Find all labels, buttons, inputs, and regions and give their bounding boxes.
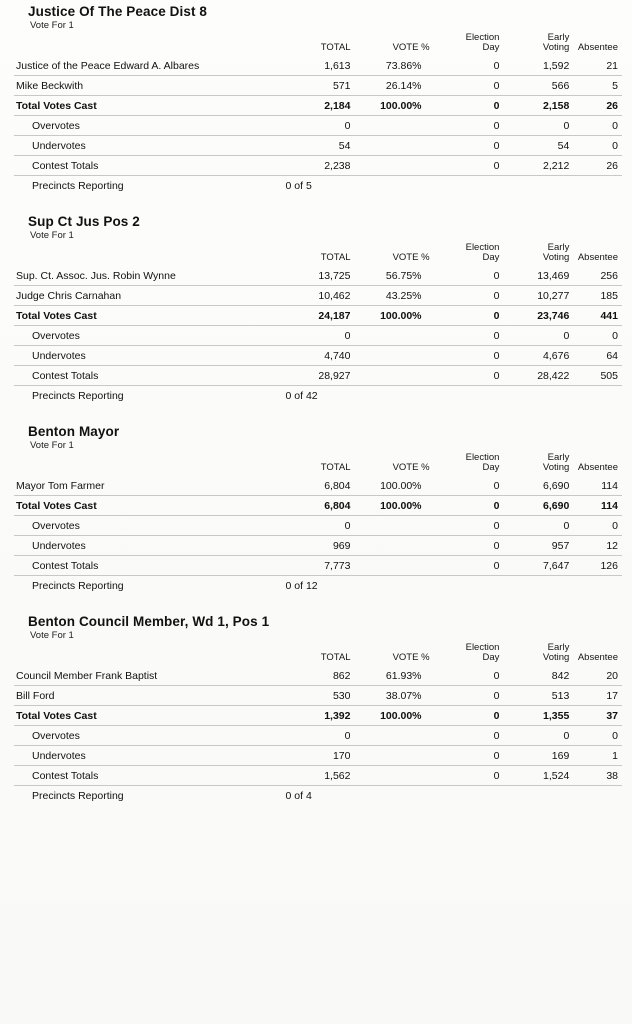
contest-spacer [14,605,622,614]
row-election-day: 0 [434,745,504,765]
row-election-day: 0 [434,705,504,725]
table-row [14,785,622,805]
contest-block [14,214,622,405]
precincts-reporting-value: 0 of 5 [285,179,312,192]
row-early-voting: 28,422 [503,365,573,385]
row-early-voting: 4,676 [503,345,573,365]
row-vote-pct: 73.86% [354,56,433,76]
results-table [14,453,622,595]
row-election-day: 0 [434,765,504,785]
row-vote-pct [354,345,433,365]
column-header-election-day [434,33,504,56]
row-early-voting: 54 [503,135,573,155]
column-header-early-voting [503,33,573,56]
row-vote-pct: 100.00% [354,305,433,325]
row-early-voting: 566 [503,75,573,95]
table-row [14,135,622,155]
row-label: Contest Totals [14,155,282,175]
row-vote-pct [354,765,433,785]
row-total: 24,187 [282,305,355,325]
row-early-voting: 842 [503,666,573,686]
column-header-early-voting [503,243,573,266]
row-absentee: 64 [573,345,622,365]
row-early-voting: 0 [503,725,573,745]
row-early-voting: 6,690 [503,495,573,515]
column-header-choice [14,243,282,266]
row-vote-pct [354,725,433,745]
precincts-reporting-value: 0 of 42 [285,389,318,402]
table-row [14,365,622,385]
contest-title: Sup Ct Jus Pos 2 [28,213,140,229]
row-label: Contest Totals [14,365,282,385]
column-header-absentee [573,33,622,56]
row-total: 1,613 [282,56,355,76]
column-header-early-voting-line1: Early [547,641,570,653]
column-header-early-voting-line1: Early [547,451,570,463]
row-absentee: 37 [573,705,622,725]
row-total: 6,804 [282,476,355,496]
row-total: 0 [282,725,355,745]
table-row [14,745,622,765]
row-vote-pct: 26.14% [354,75,433,95]
row-election-day: 0 [434,555,504,575]
row-early-voting: 7,647 [503,555,573,575]
row-label: Undervotes [14,535,282,555]
column-header-vote-pct-line1: VOTE % [392,251,430,263]
row-vote-pct [354,535,433,555]
row-election-day: 0 [434,266,504,286]
row-total: 2,184 [282,95,355,115]
table-row [14,266,622,286]
row-election-day: 0 [434,666,504,686]
table-row [14,345,622,365]
table-row [14,765,622,785]
row-total: 2,238 [282,155,355,175]
row-label: Overvotes [14,725,282,745]
table-row [14,115,622,135]
column-header-vote-pct [354,243,433,266]
column-header-total-line1: TOTAL [320,651,351,663]
row-early-voting: 513 [503,685,573,705]
table-row [14,535,622,555]
contest-title: Benton Council Member, Wd 1, Pos 1 [28,613,270,629]
row-label: Overvotes [14,325,282,345]
table-row [14,555,622,575]
column-header-early-voting-line1: Early [547,32,570,43]
column-header-total-line1: TOTAL [320,461,351,473]
row-vote-pct [354,155,433,175]
row-label: Undervotes [14,745,282,765]
row-absentee: 5 [573,75,622,95]
column-header-election-day-line1: Election [465,241,500,253]
table-row [14,75,622,95]
row-absentee: 0 [573,325,622,345]
row-election-day: 0 [434,115,504,135]
table-row [14,305,622,325]
row-early-voting: 957 [503,535,573,555]
row-election-day: 0 [434,325,504,345]
row-label: Mike Beckwith [14,75,282,95]
row-absentee: 1 [573,745,622,765]
table-row [14,385,622,405]
column-header-absentee [573,453,622,476]
column-header-absentee-line1: Absentee [577,251,618,263]
column-header-election-day [434,243,504,266]
row-early-voting: 0 [503,115,573,135]
row-total: 28,927 [282,365,355,385]
row-vote-pct [354,515,433,535]
column-header-vote-pct-line1: VOTE % [392,651,430,663]
column-header-vote-pct [354,643,433,666]
vote-for-label: Vote For 1 [30,629,74,641]
row-total: 530 [282,685,355,705]
table-row [14,95,622,115]
row-absentee: 0 [573,515,622,535]
row-label: Contest Totals [14,555,282,575]
row-label: Overvotes [14,515,282,535]
row-vote-pct: 100.00% [354,95,433,115]
column-header-early-voting-line1: Early [547,241,570,253]
row-total: 6,804 [282,495,355,515]
column-header-vote-pct [354,33,433,56]
row-vote-pct: 100.00% [354,476,433,496]
row-total: 0 [282,115,355,135]
table-row [14,175,622,195]
row-election-day: 0 [434,95,504,115]
vote-for-label: Vote For 1 [30,439,74,451]
row-absentee: 20 [573,666,622,686]
row-label: Precincts Reporting [32,179,124,192]
contest-block [14,4,622,195]
row-absentee: 0 [573,725,622,745]
row-absentee: 126 [573,555,622,575]
row-early-voting: 2,212 [503,155,573,175]
contest-block [14,614,622,805]
row-early-voting: 10,277 [503,285,573,305]
row-early-voting: 0 [503,325,573,345]
row-vote-pct [354,745,433,765]
column-header-election-day-line2: Day [482,41,500,53]
row-label: Undervotes [14,345,282,365]
contest-spacer [14,205,622,214]
column-header-election-day [434,643,504,666]
row-total: 1,392 [282,705,355,725]
row-absentee: 441 [573,305,622,325]
table-header-row [14,643,622,666]
row-election-day: 0 [434,345,504,365]
vote-for-label: Vote For 1 [30,20,74,31]
table-row [14,476,622,496]
results-table [14,243,622,405]
row-vote-pct [354,555,433,575]
row-total: 170 [282,745,355,765]
row-total: 13,725 [282,266,355,286]
row-label: Precincts Reporting [32,789,124,802]
vote-for-label: Vote For 1 [30,229,74,241]
column-header-early-voting-line2: Voting [542,41,570,53]
table-row [14,56,622,76]
column-header-total [282,243,355,266]
column-header-election-day-line1: Election [465,451,500,463]
column-header-vote-pct-line1: VOTE % [392,41,430,53]
row-absentee: 38 [573,765,622,785]
table-header-row [14,243,622,266]
table-row [14,666,622,686]
column-header-absentee [573,643,622,666]
results-table [14,643,622,805]
table-header-row [14,33,622,56]
table-row [14,495,622,515]
column-header-election-day-line1: Election [465,641,500,653]
row-election-day: 0 [434,725,504,745]
row-absentee: 114 [573,495,622,515]
table-row [14,515,622,535]
row-election-day: 0 [434,535,504,555]
row-absentee: 12 [573,535,622,555]
table-row [14,285,622,305]
table-header-row [14,453,622,476]
row-total: 0 [282,325,355,345]
precincts-reporting-value: 0 of 4 [285,789,312,802]
row-label: Total Votes Cast [14,495,282,515]
row-early-voting: 169 [503,745,573,765]
row-label: Sup. Ct. Assoc. Jus. Robin Wynne [14,266,282,286]
row-early-voting: 13,469 [503,266,573,286]
row-early-voting: 2,158 [503,95,573,115]
column-header-election-day-line2: Day [482,251,500,263]
row-label: Precincts Reporting [32,579,124,592]
row-vote-pct [354,115,433,135]
row-election-day: 0 [434,476,504,496]
contest-spacer [14,415,622,424]
row-label: Precincts Reporting [32,389,124,402]
contest-block [14,424,622,595]
contest-title: Justice Of The Peace Dist 8 [28,4,208,19]
results-table [14,33,622,195]
row-vote-pct [354,135,433,155]
column-header-choice [14,33,282,56]
row-early-voting: 1,592 [503,56,573,76]
column-header-election-day [434,453,504,476]
row-early-voting: 6,690 [503,476,573,496]
column-header-vote-pct-line1: VOTE % [392,461,430,473]
row-vote-pct: 100.00% [354,705,433,725]
row-label: Overvotes [14,115,282,135]
table-row [14,575,622,595]
row-election-day: 0 [434,305,504,325]
column-header-total [282,643,355,666]
row-vote-pct: 38.07% [354,685,433,705]
row-election-day: 0 [434,285,504,305]
row-total: 571 [282,75,355,95]
row-total: 7,773 [282,555,355,575]
row-absentee: 0 [573,135,622,155]
row-absentee: 185 [573,285,622,305]
row-label: Total Votes Cast [14,705,282,725]
row-election-day: 0 [434,155,504,175]
row-early-voting: 1,524 [503,765,573,785]
column-header-total [282,453,355,476]
column-header-total-line1: TOTAL [320,251,351,263]
row-label: Contest Totals [14,765,282,785]
row-absentee: 17 [573,685,622,705]
row-total: 969 [282,535,355,555]
row-vote-pct [354,365,433,385]
row-absentee: 0 [573,115,622,135]
column-header-total-line1: TOTAL [320,41,351,53]
row-absentee: 114 [573,476,622,496]
row-label: Council Member Frank Baptist [14,666,282,686]
row-absentee: 26 [573,95,622,115]
row-election-day: 0 [434,495,504,515]
row-vote-pct: 43.25% [354,285,433,305]
row-vote-pct: 61.93% [354,666,433,686]
column-header-election-day-line1: Election [465,32,500,43]
row-total: 862 [282,666,355,686]
column-header-absentee-line1: Absentee [577,41,618,53]
column-header-vote-pct [354,453,433,476]
column-header-early-voting-line2: Voting [542,651,570,663]
contest-list [14,4,622,805]
column-header-choice [14,453,282,476]
row-total: 10,462 [282,285,355,305]
row-label: Total Votes Cast [14,305,282,325]
row-label: Judge Chris Carnahan [14,285,282,305]
row-election-day: 0 [434,365,504,385]
contest-title: Benton Mayor [28,423,120,439]
row-total: 1,562 [282,765,355,785]
row-election-day: 0 [434,56,504,76]
row-label: Mayor Tom Farmer [14,476,282,496]
row-label: Justice of the Peace Edward A. Albares [14,56,282,76]
row-vote-pct: 56.75% [354,266,433,286]
row-total: 54 [282,135,355,155]
table-row [14,725,622,745]
row-early-voting: 23,746 [503,305,573,325]
row-vote-pct: 100.00% [354,495,433,515]
row-election-day: 0 [434,75,504,95]
column-header-total [282,33,355,56]
row-early-voting: 1,355 [503,705,573,725]
row-label: Bill Ford [14,685,282,705]
row-election-day: 0 [434,685,504,705]
column-header-election-day-line2: Day [482,651,500,663]
table-row [14,685,622,705]
column-header-choice [14,643,282,666]
row-absentee: 256 [573,266,622,286]
row-election-day: 0 [434,515,504,535]
table-row [14,325,622,345]
row-total: 4,740 [282,345,355,365]
row-early-voting: 0 [503,515,573,535]
column-header-early-voting-line2: Voting [542,461,570,473]
column-header-early-voting [503,453,573,476]
column-header-absentee [573,243,622,266]
row-vote-pct [354,325,433,345]
column-header-election-day-line2: Day [482,461,500,473]
column-header-early-voting-line2: Voting [542,251,570,263]
row-absentee: 21 [573,56,622,76]
row-absentee: 26 [573,155,622,175]
row-absentee: 505 [573,365,622,385]
row-total: 0 [282,515,355,535]
row-label: Total Votes Cast [14,95,282,115]
column-header-early-voting [503,643,573,666]
column-header-absentee-line1: Absentee [577,651,618,663]
table-row [14,155,622,175]
column-header-absentee-line1: Absentee [577,461,618,473]
precincts-reporting-value: 0 of 12 [285,579,318,592]
row-election-day: 0 [434,135,504,155]
row-label: Undervotes [14,135,282,155]
table-row [14,705,622,725]
